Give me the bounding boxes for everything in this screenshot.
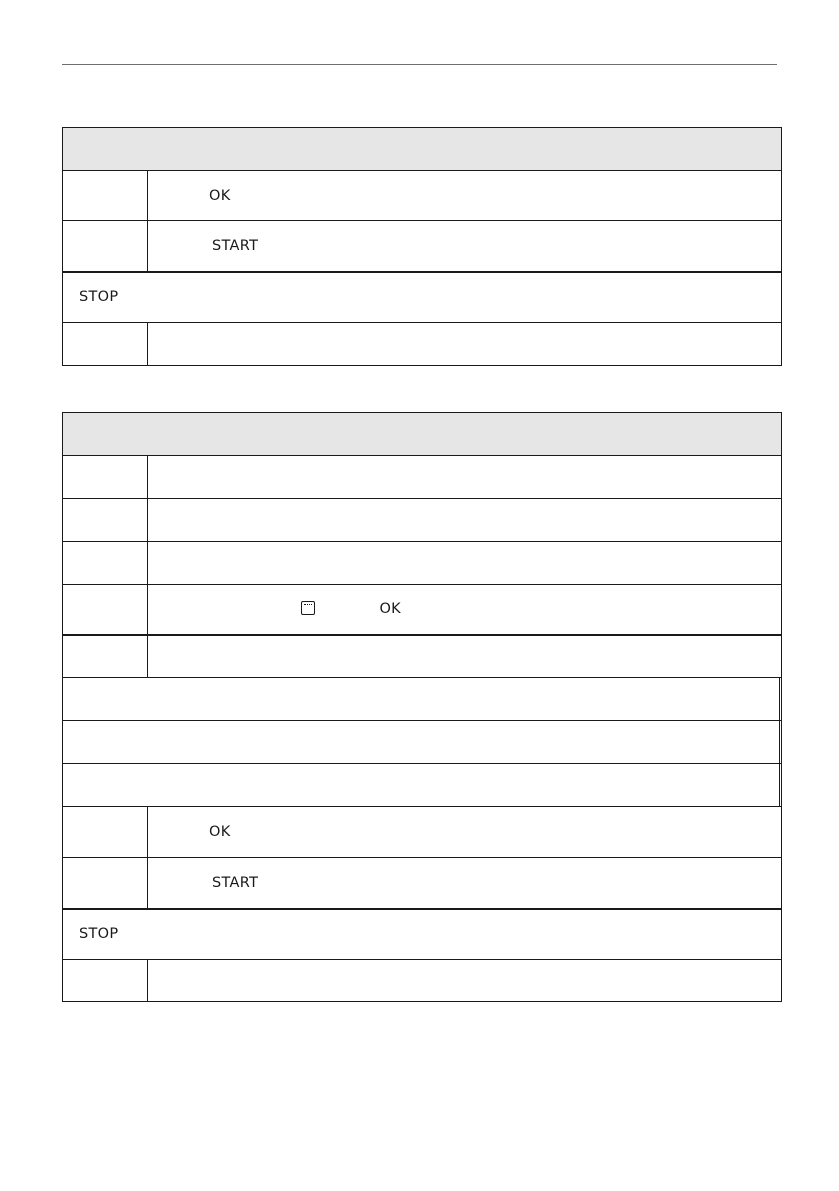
table-row [63, 221, 782, 272]
instruction-table-1 [62, 127, 782, 366]
step-number-cell [63, 323, 148, 366]
table-row [63, 171, 782, 221]
stop-key-label: STOP [79, 926, 119, 943]
split-cell-right [779, 678, 781, 721]
table-header-row [63, 128, 782, 171]
start-key-label: START [212, 237, 259, 254]
ok-key-label: OK [209, 187, 231, 204]
table-row [63, 499, 782, 542]
step-text-cell [148, 171, 782, 221]
table-row [63, 858, 782, 909]
step-text-cell [148, 499, 782, 542]
split-cell-left [63, 764, 780, 807]
step-text-cell [148, 960, 782, 1002]
step-number-cell [63, 960, 148, 1002]
split-cell-left [63, 721, 780, 764]
step-number-cell [63, 858, 148, 909]
step-text-cell [148, 221, 782, 272]
step-text-cell [148, 542, 782, 585]
step-text-cell [148, 807, 782, 858]
step-text-cell [148, 858, 782, 909]
step-number-cell [63, 221, 148, 272]
table-row [63, 678, 782, 721]
table-row [63, 323, 782, 366]
stop-key-label: STOP [79, 289, 119, 306]
step-text-cell [148, 456, 782, 499]
table-row [63, 807, 782, 858]
table-header-cell [63, 413, 782, 456]
start-key-label: START [212, 874, 259, 891]
table-row [63, 909, 782, 960]
split-cell-right [779, 764, 781, 807]
table-row [63, 456, 782, 499]
header-rule [62, 64, 777, 65]
step-number-cell [63, 171, 148, 221]
table-row [63, 585, 782, 635]
split-cell-left [63, 678, 780, 721]
table-row [63, 764, 782, 807]
step-number-cell [63, 456, 148, 499]
split-cell-right [779, 721, 781, 764]
table-header-row [63, 413, 782, 456]
table-row [63, 272, 782, 323]
table-row [63, 721, 782, 764]
ok-key-label: OK [379, 601, 401, 618]
note-cell [63, 909, 782, 960]
oven-light-icon [301, 601, 315, 615]
note-cell [63, 272, 782, 323]
table-row [63, 635, 782, 678]
instruction-table-2 [62, 412, 782, 1002]
step-text-cell [148, 585, 782, 635]
step-number-cell [63, 807, 148, 858]
table-row [63, 960, 782, 1002]
step-number-cell [63, 499, 148, 542]
step-number-cell [63, 635, 148, 678]
step-number-cell [63, 585, 148, 635]
step-text-cell [148, 635, 782, 678]
table-header-cell [63, 128, 782, 171]
table-row [63, 542, 782, 585]
ok-key-label: OK [209, 824, 231, 840]
step-text-cell [148, 323, 782, 366]
step-number-cell [63, 542, 148, 585]
